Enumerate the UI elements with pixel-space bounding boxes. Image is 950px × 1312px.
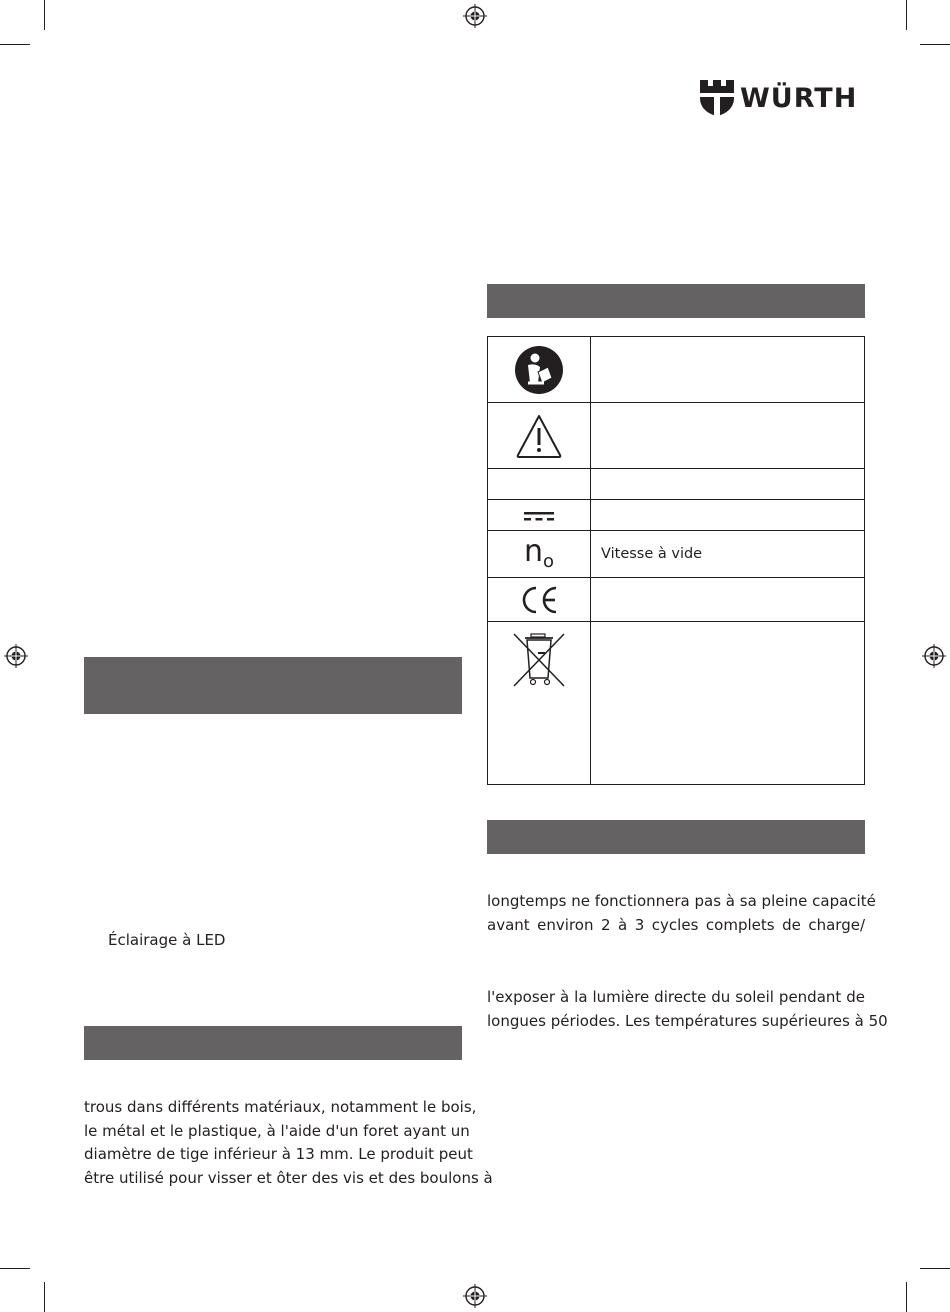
crossed-bin-icon [510, 630, 568, 690]
read-manual-icon [514, 345, 564, 395]
section-bar-battery [487, 820, 865, 854]
paragraph-line: diamètre de tige inférieur à 13 mm. Le produit peut [84, 1145, 473, 1163]
wurth-wordmark: WÜRTH [740, 83, 858, 114]
wurth-crest-icon [700, 80, 734, 116]
symbols-table [487, 336, 865, 785]
paragraph-line: trous dans différents matériaux, notamment le bois, [84, 1098, 477, 1116]
crop-mark-top-right-h [920, 44, 950, 45]
paragraph-line: avant environ 2 à 3 cycles complets de charge/ [487, 915, 865, 934]
section-bar-symbols [487, 284, 865, 318]
paragraph-line: être utilisé pour visser et ôter des vis et des boulons à [84, 1168, 493, 1187]
crop-mark-bottom-left [44, 1282, 45, 1312]
battery-paragraph-1 [487, 890, 876, 937]
crop-mark-bottom-left-h [0, 1268, 30, 1269]
intended-use-paragraph [84, 1096, 493, 1190]
registration-mark-bottom-icon [463, 1284, 487, 1308]
no-load-speed-icon: no [488, 531, 591, 578]
symbol-description [591, 337, 865, 403]
paragraph-line: l'exposer à la lumière directe du soleil pendant de [487, 988, 865, 1006]
table-row [488, 578, 865, 622]
crop-mark-bottom-right-h [920, 1268, 950, 1269]
crop-mark-top-left-h [0, 44, 30, 45]
crop-mark-bottom-right [906, 1282, 907, 1312]
registration-mark-left-icon [4, 644, 28, 668]
crop-mark-top-left [44, 0, 45, 30]
table-row [488, 531, 865, 578]
table-row [488, 337, 865, 403]
symbol-description [591, 578, 865, 622]
paragraph-line: le métal et le plastique, à l'aide d'un foret ayant un [84, 1121, 470, 1140]
symbol-description [591, 469, 865, 500]
symbol-description [591, 622, 865, 785]
registration-mark-top-icon [463, 4, 487, 28]
crop-mark-top-right [906, 0, 907, 30]
symbol-description [591, 403, 865, 469]
symbol-description [591, 500, 865, 531]
paragraph-line: longtemps ne fonctionnera pas à sa pleine capacité [487, 892, 876, 910]
registration-mark-right-icon [922, 644, 946, 668]
paragraph-line: longues périodes. Les températures supérieures à 50 [487, 1011, 888, 1030]
table-row [488, 403, 865, 469]
section-bar-features [84, 657, 462, 714]
symbol-description: Vitesse à vide [591, 531, 865, 578]
table-row [488, 469, 865, 500]
battery-paragraph-2 [487, 986, 888, 1033]
direct-current-icon [524, 510, 554, 522]
table-row [488, 500, 865, 531]
table-row [488, 622, 865, 785]
ce-mark-icon [518, 585, 560, 615]
section-bar-intended-use [84, 1026, 462, 1060]
warning-triangle-icon [515, 413, 563, 459]
wurth-logo [700, 80, 868, 118]
feature-led-lighting: Éclairage à LED [108, 931, 226, 949]
